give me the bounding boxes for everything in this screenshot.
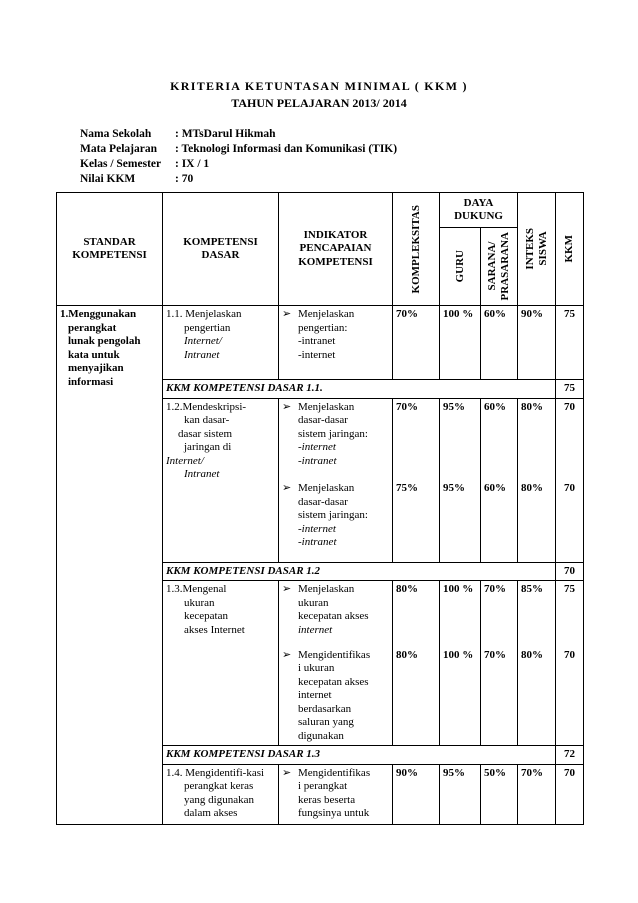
kompleksitas-value: 70% bbox=[393, 306, 440, 380]
info-label: Mata Pelajaran bbox=[80, 143, 157, 155]
ind-line: -intranet bbox=[298, 335, 336, 347]
kd-line: kan dasar- bbox=[184, 414, 230, 426]
guru-value: 100 % bbox=[440, 647, 481, 746]
kompleksitas-value: 90% bbox=[393, 764, 440, 824]
header-standar: STANDAR KOMPETENSI bbox=[57, 193, 163, 306]
kkm-kd-1-1-value: 75 bbox=[556, 380, 584, 399]
kd-line: yang digunakan bbox=[184, 793, 254, 806]
header-sarana: SARANA/ PRASARANA bbox=[486, 232, 511, 301]
ind-line: Menjelaskan bbox=[298, 583, 355, 595]
ind-line: sistem jaringan: bbox=[298, 427, 368, 440]
kd-1-4-cell bbox=[163, 764, 279, 824]
info-value: : Teknologi Informasi dan Komunikasi (TIK) bbox=[175, 143, 398, 155]
kompleksitas-value: 80% bbox=[393, 581, 440, 647]
header-kkm: KKM bbox=[563, 235, 576, 263]
kkm-value: 70 bbox=[556, 480, 584, 562]
indikator-1-4 bbox=[279, 764, 393, 824]
sarana-value: 70% bbox=[481, 581, 518, 647]
ind-line: keras beserta bbox=[298, 793, 356, 806]
info-label: Nilai KKM bbox=[80, 173, 136, 185]
kd-line: kecepatan bbox=[184, 610, 228, 622]
ind-line: berdasarkan bbox=[298, 702, 352, 715]
kkm-value: 70 bbox=[556, 398, 584, 480]
ind-line: digunakan bbox=[298, 729, 344, 742]
guru-value: 100 % bbox=[440, 581, 481, 647]
info-row-mapel bbox=[80, 143, 397, 158]
kkm-kd-1-2-value: 70 bbox=[556, 562, 584, 581]
info-value: : IX / 1 bbox=[175, 158, 210, 170]
kkm-kd-1-1-label: KKM KOMPETENSI DASAR 1.1. bbox=[163, 380, 556, 399]
inteks-value: 85% bbox=[518, 581, 556, 647]
standar-line: perangkat bbox=[68, 321, 117, 334]
ind-line: ukuran bbox=[298, 596, 329, 609]
kd-1-2-cell bbox=[163, 398, 279, 562]
header-guru: GURU bbox=[453, 250, 466, 283]
kd-line: 1.3.Mengenal bbox=[166, 583, 227, 595]
kd-line: ukuran bbox=[184, 596, 215, 609]
standar-kompetensi-cell bbox=[57, 306, 163, 825]
guru-value: 100 % bbox=[440, 306, 481, 380]
info-value: : MTsDarul Hikmah bbox=[175, 128, 276, 140]
guru-value: 95% bbox=[440, 480, 481, 562]
school-info bbox=[80, 128, 397, 188]
kd-line: dalam akses bbox=[184, 807, 238, 819]
ind-line: -internet bbox=[298, 348, 336, 361]
kkm-table bbox=[56, 192, 584, 825]
indikator-1-3-b bbox=[279, 647, 393, 746]
ind-line: Menjelaskan bbox=[298, 308, 355, 320]
info-label: Kelas / Semester bbox=[80, 158, 162, 170]
kd-1-1-cell bbox=[163, 306, 279, 380]
arrow-bullet-icon: ➢ bbox=[282, 583, 292, 595]
arrow-bullet-icon: ➢ bbox=[282, 308, 292, 320]
ind-line: Menjelaskan bbox=[298, 482, 355, 494]
kd-1-3-cell bbox=[163, 581, 279, 746]
kd-line: 1.1. Menjelaskan bbox=[166, 308, 242, 320]
ind-line: -internet bbox=[298, 522, 336, 535]
ind-line: kecepatan akses bbox=[298, 675, 369, 688]
sarana-value: 60% bbox=[481, 480, 518, 562]
header-daya-dukung: DAYA DUKUNG bbox=[440, 193, 518, 228]
kd-line: akses Internet bbox=[184, 623, 245, 636]
arrow-bullet-icon: ➢ bbox=[282, 482, 292, 494]
kompleksitas-value: 80% bbox=[393, 647, 440, 746]
header-kompetensi-dasar: KOMPETENSI DASAR bbox=[163, 193, 279, 306]
ind-line: Mengidentifikas bbox=[298, 766, 371, 779]
kd-line: jaringan di bbox=[184, 441, 232, 453]
ind-line: internet bbox=[298, 689, 332, 701]
ind-line: saluran yang bbox=[298, 716, 354, 728]
header-kompleksitas: KOMPLEKSITAS bbox=[409, 204, 422, 294]
kkm-value: 75 bbox=[556, 581, 584, 647]
standar-line: menyajikan bbox=[68, 362, 124, 374]
standar-line: lunak pengolah bbox=[68, 335, 141, 347]
ind-line: internet bbox=[298, 623, 333, 636]
inteks-value: 90% bbox=[518, 306, 556, 380]
document-subtitle: TAHUN PELAJARAN 2013/ 2014 bbox=[231, 96, 407, 110]
kkm-kd-1-3-label: KKM KOMPETENSI DASAR 1.3 bbox=[163, 746, 556, 765]
ind-line: pengertian: bbox=[298, 321, 348, 334]
ind-line: Mengidentifikas bbox=[298, 648, 371, 661]
kompleksitas-value: 70% bbox=[393, 398, 440, 480]
ind-line: kecepatan akses bbox=[298, 610, 369, 622]
document-title: KRITERIA KETUNTASAN MINIMAL ( KKM ) bbox=[170, 79, 468, 93]
ind-line: -intranet bbox=[298, 536, 337, 548]
header-inteks-siswa: INTEKS SISWA bbox=[523, 228, 549, 270]
ind-line: i perangkat bbox=[298, 780, 348, 792]
kkm-value: 75 bbox=[556, 306, 584, 380]
kd-line: pengertian bbox=[184, 321, 231, 334]
inteks-value: 80% bbox=[518, 647, 556, 746]
ind-line: sistem jaringan: bbox=[298, 509, 368, 521]
inteks-value: 70% bbox=[518, 764, 556, 824]
info-label: Nama Sekolah bbox=[80, 128, 152, 140]
sarana-value: 60% bbox=[481, 398, 518, 480]
standar-line: informasi bbox=[68, 375, 114, 388]
sarana-value: 70% bbox=[481, 647, 518, 746]
header-indikator: INDIKATOR PENCAPAIAN KOMPETENSI bbox=[279, 193, 393, 306]
indikator-1-2-a bbox=[279, 398, 393, 480]
info-value: : 70 bbox=[175, 173, 194, 185]
ind-line: i ukuran bbox=[298, 662, 335, 674]
kd-line: dasar sistem bbox=[178, 427, 233, 440]
info-row-kelas bbox=[80, 158, 397, 173]
standar-line: 1.Menggunakan bbox=[60, 308, 137, 320]
sarana-value: 60% bbox=[481, 306, 518, 380]
arrow-bullet-icon: ➢ bbox=[282, 766, 292, 779]
kd-line: 1.4. Mengidentifi-kasi bbox=[166, 766, 265, 779]
kd-line: 1.2.Mendeskripsi- bbox=[166, 400, 247, 413]
kkm-kd-1-3-value: 72 bbox=[556, 746, 584, 765]
kkm-value: 70 bbox=[556, 647, 584, 746]
info-row-nilai bbox=[80, 173, 397, 188]
info-row-sekolah bbox=[80, 128, 397, 143]
ind-line: -internet bbox=[298, 441, 336, 453]
guru-value: 95% bbox=[440, 764, 481, 824]
ind-line: Menjelaskan bbox=[298, 400, 355, 413]
kd-line: perangkat keras bbox=[184, 780, 254, 792]
indikator-1-3-a bbox=[279, 581, 393, 647]
ind-line: fungsinya untuk bbox=[298, 807, 370, 819]
kd-line: Intranet bbox=[184, 468, 220, 480]
indikator-1-1 bbox=[279, 306, 393, 380]
ind-line: -intranet bbox=[298, 454, 337, 467]
kompleksitas-value: 75% bbox=[393, 480, 440, 562]
indikator-1-2-b bbox=[279, 480, 393, 562]
kd-line: Internet/ bbox=[166, 454, 204, 467]
kkm-kd-1-2-label: KKM KOMPETENSI DASAR 1.2 bbox=[163, 562, 556, 581]
sarana-value: 50% bbox=[481, 764, 518, 824]
kkm-value: 70 bbox=[556, 764, 584, 824]
inteks-value: 80% bbox=[518, 398, 556, 480]
kd-line: Internet/ bbox=[184, 335, 222, 347]
standar-line: kata untuk bbox=[68, 348, 120, 361]
arrow-bullet-icon: ➢ bbox=[282, 648, 292, 661]
kd-line: Intranet bbox=[184, 348, 220, 361]
ind-line: dasar-dasar bbox=[298, 495, 348, 508]
arrow-bullet-icon: ➢ bbox=[282, 400, 292, 413]
inteks-value: 80% bbox=[518, 480, 556, 562]
guru-value: 95% bbox=[440, 398, 481, 480]
ind-line: dasar-dasar bbox=[298, 414, 348, 426]
